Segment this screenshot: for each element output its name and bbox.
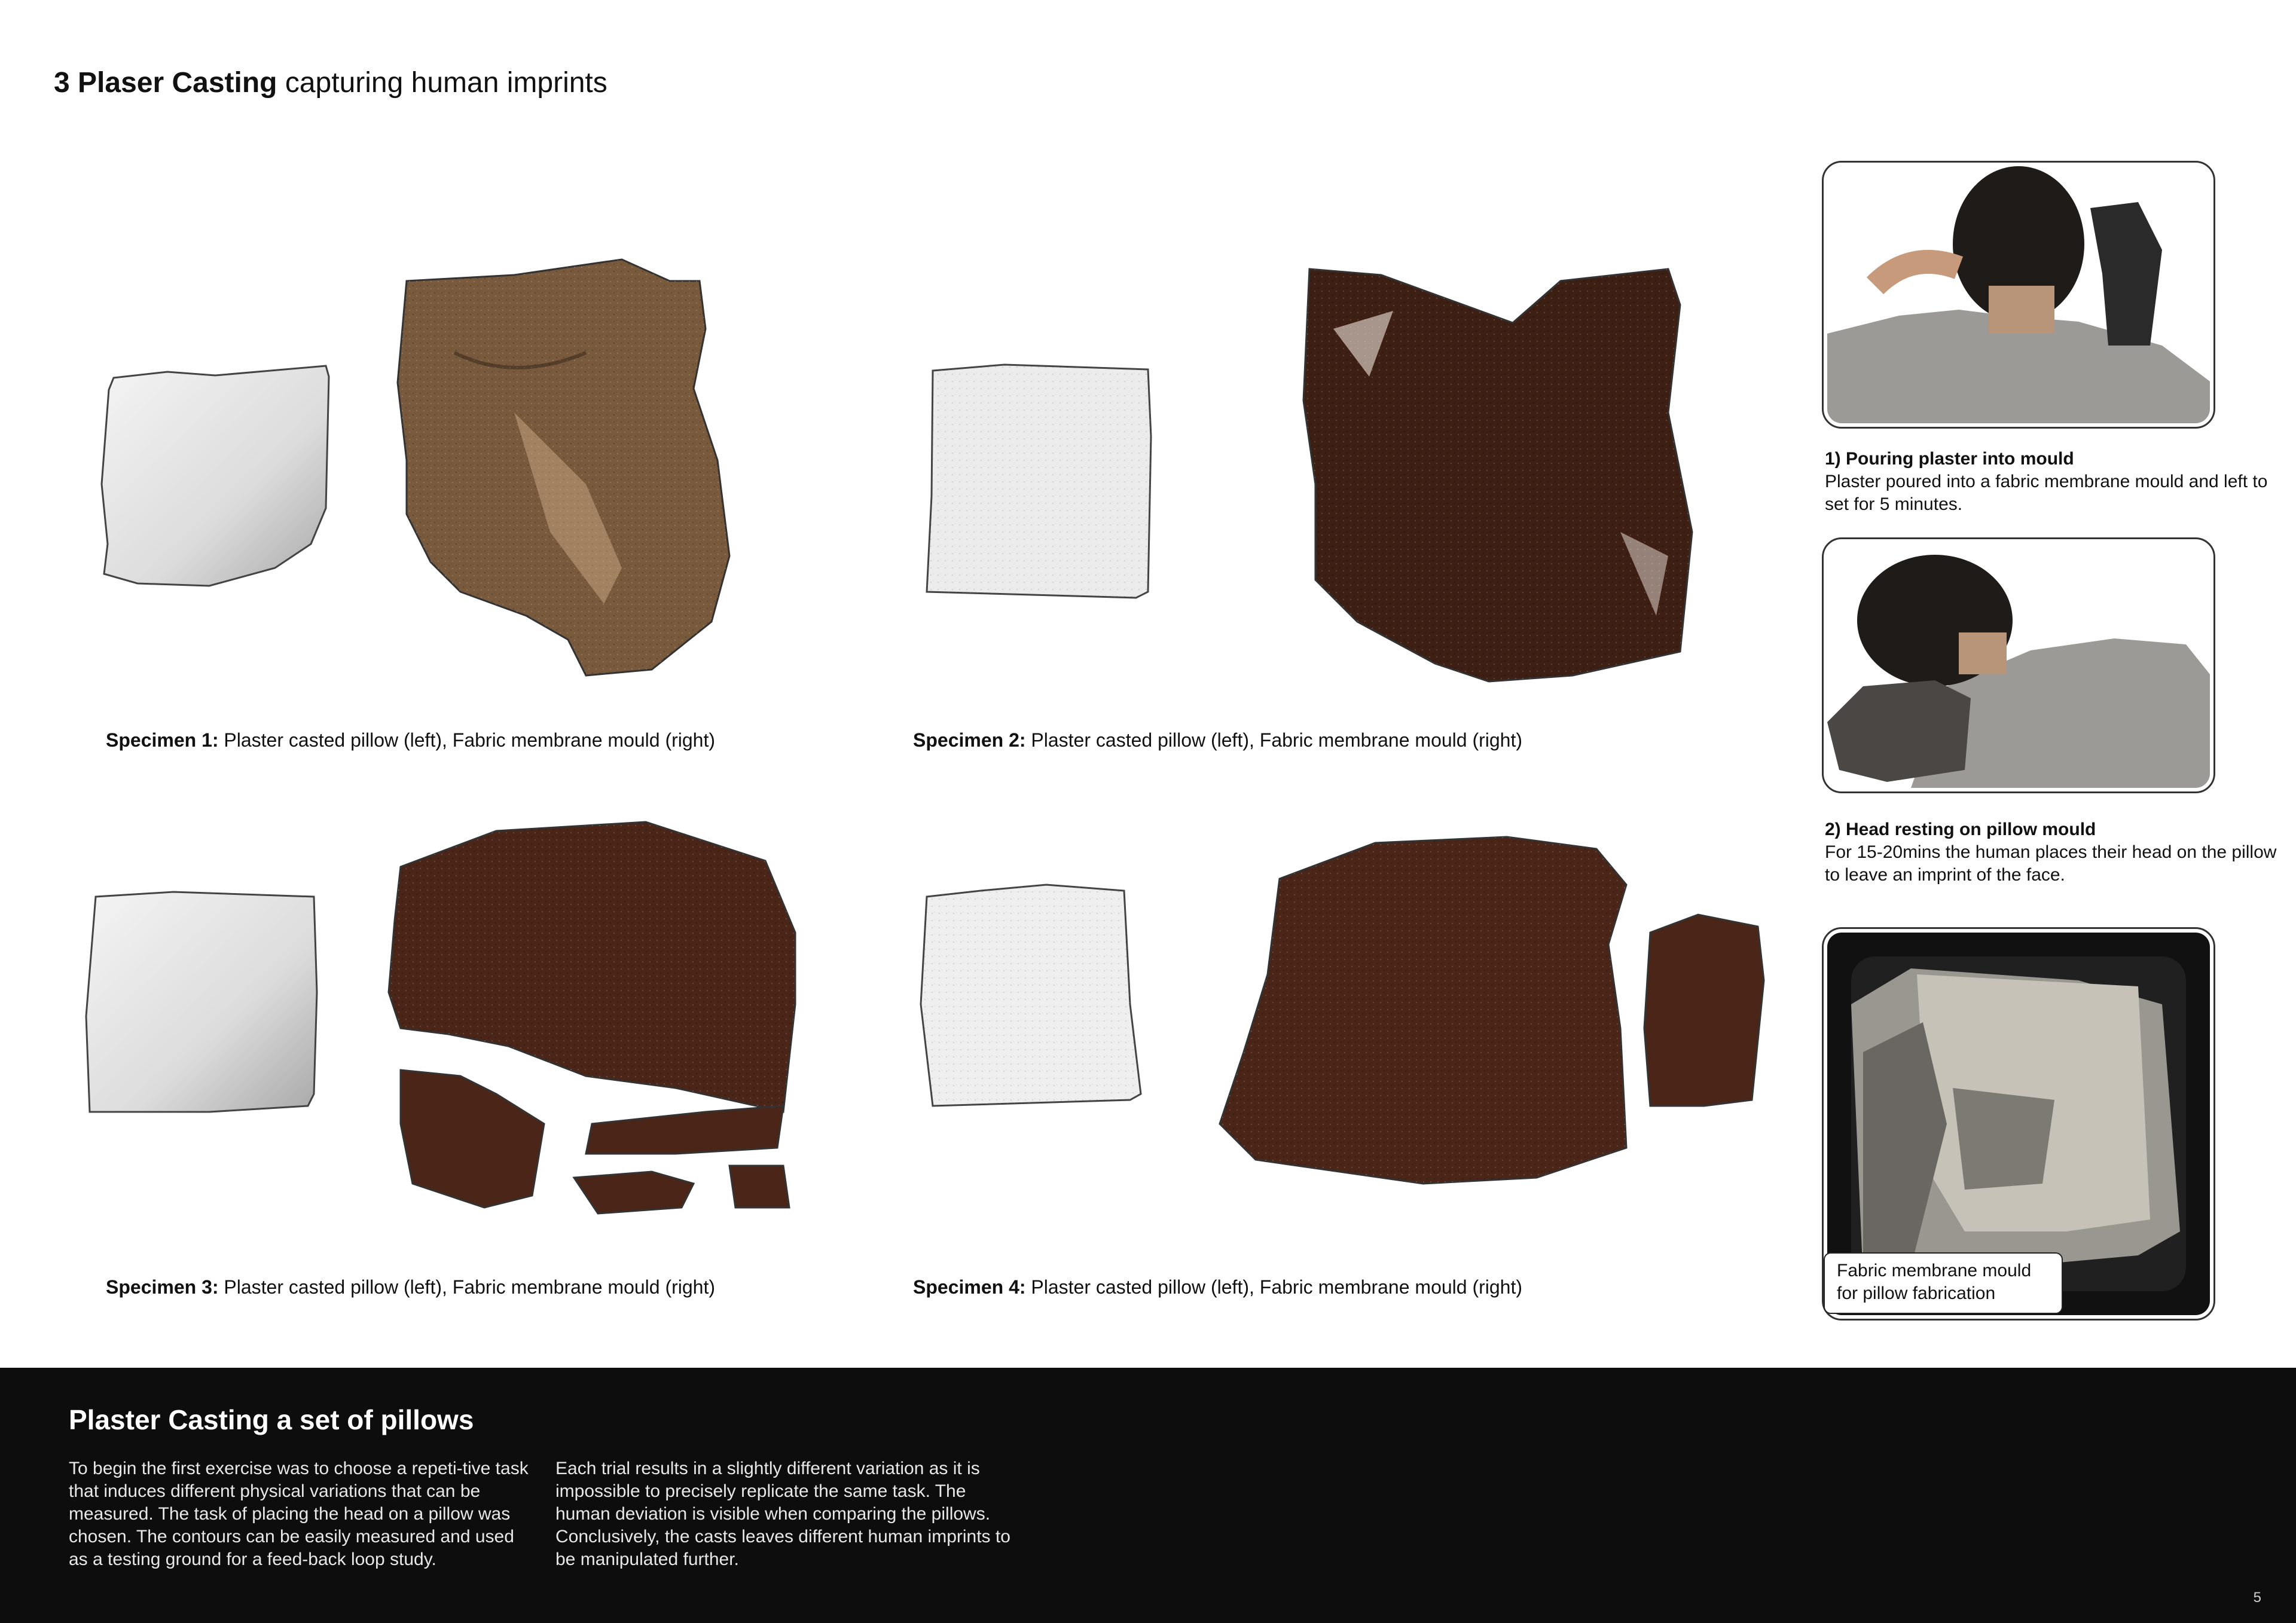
page-title-number: 3 Plaser Casting	[54, 67, 277, 99]
specimen-1-text: Plaster casted pillow (left), Fabric membrane mould (right)	[224, 729, 716, 751]
specimen-3-caption	[106, 1276, 715, 1298]
step-2-text: For 15-20mins the human places their head on the pillow to leave an imprint of the face.	[1825, 842, 2277, 885]
specimen-3-mould	[78, 813, 807, 1231]
mould-label: Fabric membrane mould for pillow fabrication	[1824, 1252, 2063, 1314]
specimen-4-text: Plaster casted pillow (left), Fabric membrane mould (right)	[1031, 1276, 1523, 1298]
panel-col-2: Each trial results in a slightly different variation as it is impossible to precisely replicate the same task. The human deviation is visible when comparing the pillows. Conclusively, the casts leaves different human imprints to be manipulated further.	[555, 1459, 1010, 1569]
step-2-title: 2) Head resting on pillow mould	[1825, 820, 2096, 839]
head-resting-photo	[1827, 543, 2210, 788]
specimen-2-label: Specimen 2:	[913, 729, 1026, 751]
specimen-3	[78, 813, 807, 1231]
page-title	[54, 62, 607, 104]
page-number: 5	[2253, 1590, 2261, 1606]
specimen-2-caption	[913, 729, 1522, 751]
specimen-3-label: Specimen 3:	[106, 1276, 219, 1298]
page-title-rest: capturing human imprints	[285, 67, 607, 99]
specimen-4-label: Specimen 4:	[913, 1276, 1026, 1298]
step-1-title: 1) Pouring plaster into mould	[1825, 449, 2074, 469]
specimen-4-mould	[909, 825, 1770, 1208]
step-1-text: Plaster poured into a fabric membrane mould and left to set for 5 minutes.	[1825, 472, 2268, 514]
specimen-1	[96, 233, 777, 687]
specimen-3-text: Plaster casted pillow (left), Fabric membrane mould (right)	[224, 1276, 716, 1298]
specimen-4	[909, 825, 1770, 1208]
specimen-4-caption	[913, 1276, 1522, 1298]
panel-col-1: To begin the first exercise was to choose a repeti-tive task that induces different physical variations that can be measured. The task of placing the head on a pillow was chosen. The contours can be easily measured and used as a testing ground for a feed-back loop study.	[69, 1459, 529, 1569]
specimen-2-text: Plaster casted pillow (left), Fabric membrane mould (right)	[1031, 729, 1523, 751]
specimen-2	[915, 257, 1710, 687]
specimen-1-label: Specimen 1:	[106, 729, 219, 751]
specimen-2-mould	[915, 257, 1710, 687]
panel-title: Plaster Casting a set of pillows	[69, 1404, 474, 1435]
step-1	[1825, 448, 2279, 516]
specimen-1-mould	[96, 233, 777, 687]
specimen-1-caption	[106, 729, 715, 751]
step-2	[1825, 818, 2279, 887]
pouring-plaster-photo	[1827, 166, 2210, 423]
